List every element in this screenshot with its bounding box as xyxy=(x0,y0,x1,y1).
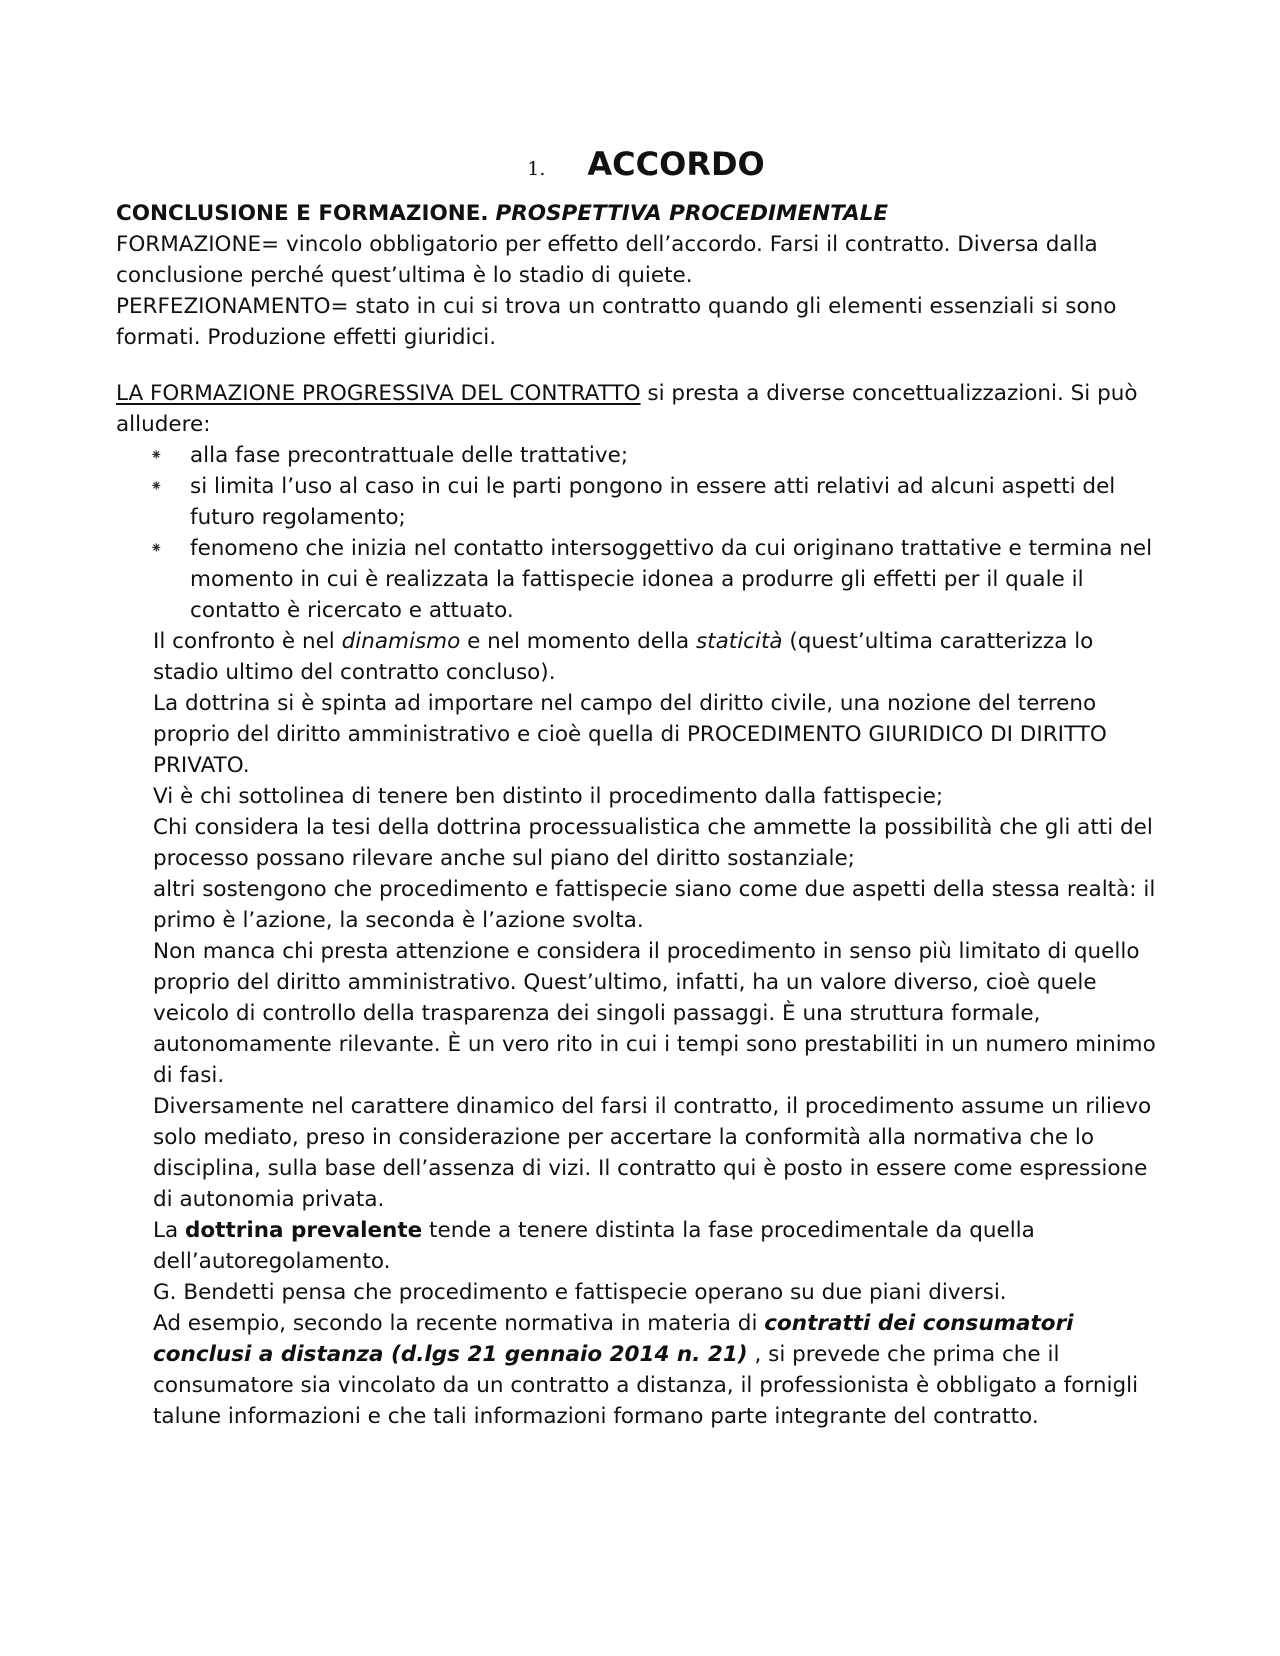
progressive-paragraph xyxy=(116,378,1156,440)
indented-body xyxy=(116,626,1156,1432)
body-paragraph: Vi è chi sottolinea di tenere ben distinto il procedimento dalla fattispecie; xyxy=(153,784,944,809)
progressive-rest: si presta a diverse concettualizzazioni. Si può alludere: xyxy=(116,381,1138,437)
document-page xyxy=(116,138,1156,1432)
bendetti-paragraph: G. Bendetti pensa che procedimento e fattispecie operano su due piani diversi. xyxy=(153,1280,1007,1305)
body-paragraph: Chi considera la tesi della dottrina processualistica che ammette la possibilità che gli atti del processo possano rilevare anche sul piano del diritto sostanziale; xyxy=(153,815,1153,871)
asterisk-bullet-icon: ⁕ xyxy=(150,477,163,495)
chapter-heading xyxy=(136,138,1156,190)
section-title-bold: CONCLUSIONE E FORMAZIONE. xyxy=(116,201,489,226)
confronto-paragraph: Il confronto è nel dinamismo e nel momento della staticità (quest’ultima caratterizza lo stadio ultimo del contratto concluso). xyxy=(153,629,1094,685)
list-item: ⁕ alla fase precontrattuale delle trattative; xyxy=(190,440,1156,471)
bullet-list xyxy=(116,440,1156,626)
progressive-underlined: LA FORMAZIONE PROGRESSIVA DEL CONTRATTO xyxy=(116,381,641,406)
body-paragraph: Diversamente nel carattere dinamico del farsi il contratto, il procedimento assume un rilievo solo mediato, preso in considerazione per accertare la conformità alla normativa che lo disciplina, sulla base dell’assenza di vizi. Il contratto qui è posto in essere come espressione di autonomia privata. xyxy=(153,1094,1152,1212)
esempio-paragraph: Ad esempio, secondo la recente normativa in materia di contratti dei consumatori conclusi a distanza (d.lgs 21 gennaio 2014 n. 21) , si prevede che prima che il consumatore sia vincolato da un contratto a distanza, il professionista è obbligato a fornigli talune informazioni e che tali informazioni formano parte integrante del contratto. xyxy=(153,1311,1139,1429)
chapter-title: ACCORDO xyxy=(587,145,765,183)
formazione-paragraph: FORMAZIONE= vincolo obbligatorio per effetto dell’accordo. Farsi il contratto. Diversa dalla conclusione perché quest’ultima è lo stadio di quiete. xyxy=(116,232,1098,288)
section-title-italic: PROSPETTIVA PROCEDIMENTALE xyxy=(495,201,889,226)
asterisk-bullet-icon: ⁕ xyxy=(150,539,163,557)
asterisk-bullet-icon: ⁕ xyxy=(150,446,163,464)
section-title xyxy=(116,198,1156,229)
body-paragraph: Non manca chi presta attenzione e considera il procedimento in senso più limitato di quello proprio del diritto amministrativo. Quest’ultimo, infatti, ha un valore diverso, cioè quele veicolo di controllo della trasparenza dei singoli passaggi. È una struttura formale, autonomamente rilevante. È un vero rito in cui i tempi sono prestabiliti in un numero minimo di fasi. xyxy=(153,939,1156,1088)
chapter-number: 1. xyxy=(527,158,546,180)
list-item: ⁕ si limita l’uso al caso in cui le parti pongono in essere atti relativi ad alcuni aspetti del futuro regolamento; xyxy=(190,471,1156,533)
perfezionamento-paragraph: PERFEZIONAMENTO= stato in cui si trova un contratto quando gli elementi essenziali si sono formati. Produzione effetti giuridici. xyxy=(116,294,1117,350)
list-item: ⁕ fenomeno che inizia nel contatto intersoggettivo da cui originano trattative e termina nel momento in cui è realizzata la fattispecie idonea a produrre gli effetti per il quale il contatto è ricercato e attuato. xyxy=(190,533,1156,626)
body-paragraph: altri sostengono che procedimento e fattispecie siano come due aspetti della stessa realtà: il primo è l’azione, la seconda è l’azione svolta. xyxy=(153,877,1156,933)
body-paragraph: La dottrina si è spinta ad importare nel campo del diritto civile, una nozione del terreno proprio del diritto amministrativo e cioè quella di PROCEDIMENTO GIURIDICO DI DIRITTO PRIVATO. xyxy=(153,691,1107,778)
dottrina-paragraph: La dottrina prevalente tende a tenere distinta la fase procedimentale da quella dell’autoregolamento. xyxy=(153,1218,1035,1274)
